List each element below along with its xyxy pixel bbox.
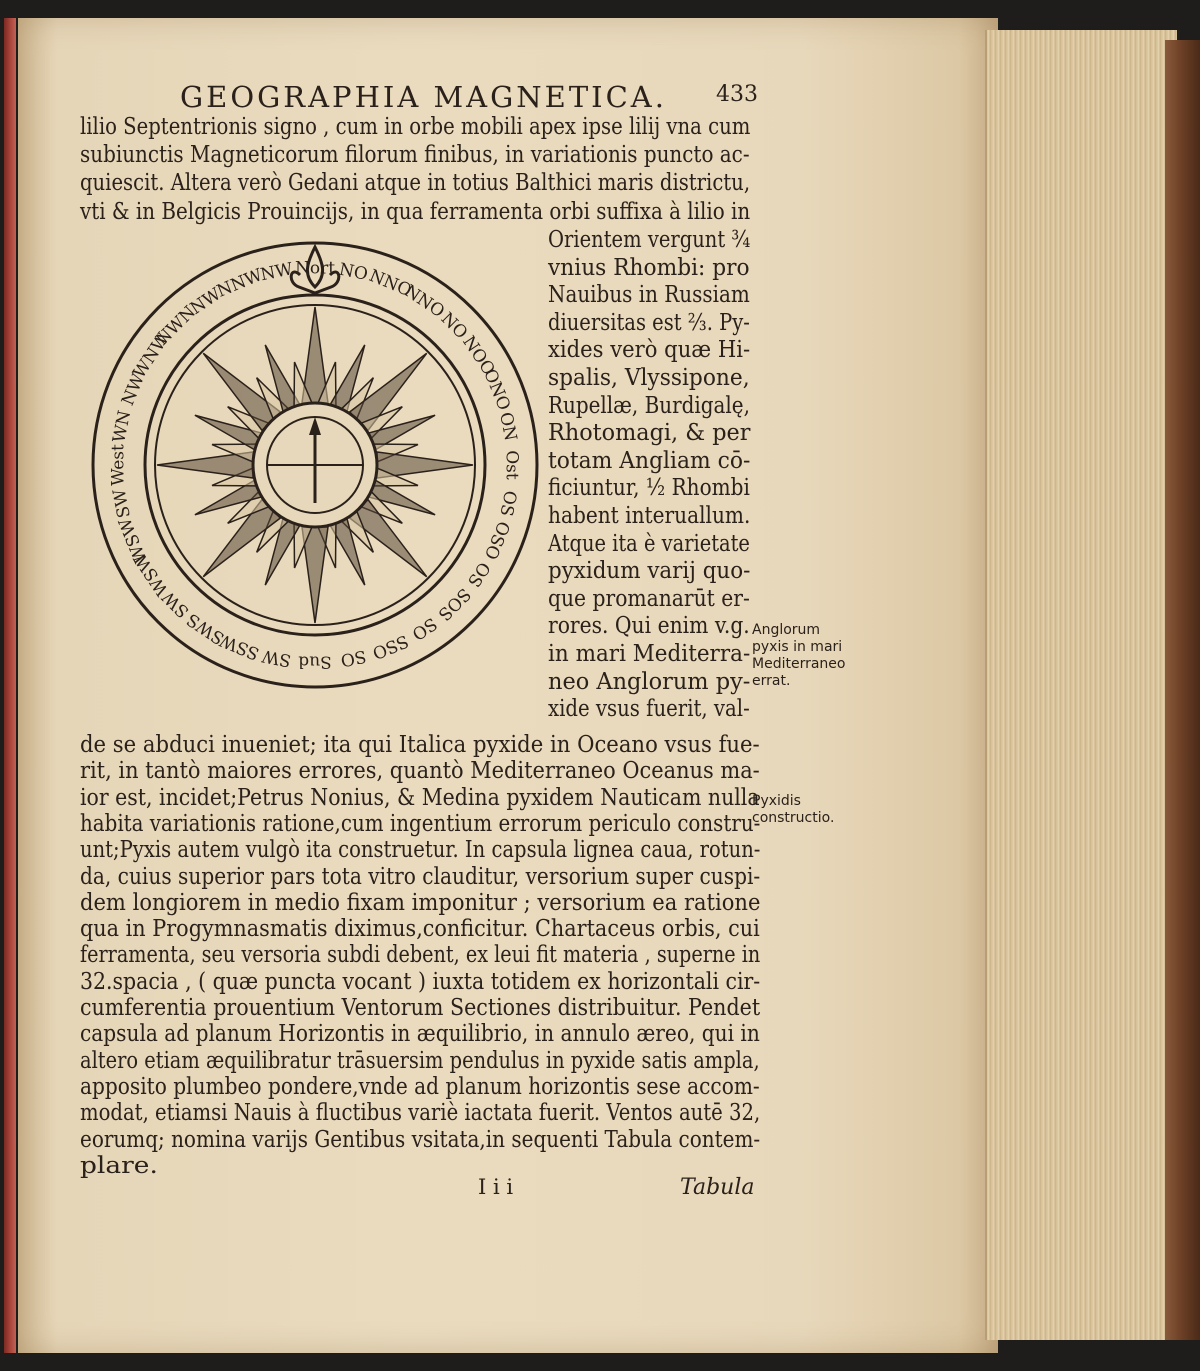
signature-mark: I i i [478,1175,514,1199]
compass-label: SWS [183,608,229,649]
text-line: neo Anglorum py- [548,668,751,695]
text-line: 32.spacia , ( quæ puncta vocant ) iuxta totidem ex horizontali cir- [80,968,761,995]
running-head: GEOGRAPHIA MAGNETICA. [180,80,667,114]
text-line: Rhotomagi, & per [548,420,751,447]
text-line: Rupellæ, Burdigalę, [548,392,750,419]
text-line: vnius Rhombi: pro [548,254,750,281]
text-line: Nauibus in Russiam [548,282,750,309]
compass-label: SW [260,645,293,671]
text-line: Atque ita è varietate [548,530,750,557]
text-line: unt;Pyxis autem vulgò ita construetur. In capsula lignea caua, rotun- [80,837,761,864]
text-line: subiunctis Magneticorum filorum finibus, in variationis puncto ac- [80,142,750,169]
compass-label: SO [338,645,368,671]
compass-label: ON [495,410,521,443]
compass-label: NO [337,259,370,285]
text-line: rit, in tantò maiores errores, quantò Mediterraneo Oceanus ma- [80,758,760,785]
text-line: cumferentia prouentium Ventorum Sectiones distribuitur. Pendet [80,995,761,1021]
compass-label: WN [109,408,136,445]
compass-label: Sud [298,651,332,672]
text-line: spalis, Vlyssipone, [548,365,750,391]
compass-label: WSW [115,514,152,566]
text-line: altero etiam æquilibratur trāsuersim pendulus in pyxide satis ampla, [80,1047,760,1074]
margin-note-pyxidis: Pyxidis constructio. [752,793,835,826]
compass-label: SW [158,586,194,622]
text-line: que promanarūt er- [548,585,750,612]
text-line: qua in Progymnasmatis diximus,conficitur. Chartaceus orbis, cui [80,916,760,943]
compass-label: NNW [214,265,266,302]
compass-label: NWN [152,302,200,350]
compass-label: NNO [400,281,448,323]
text-line: apposito plumbeo pondere,vnde ad planum horizontis sese accom- [80,1073,760,1100]
text-line: da, cuius superior pars tota vitro clauditur, versorium super cuspi- [80,863,761,890]
compass-label: NW [186,284,225,319]
compass-label: WNW [129,329,174,383]
compass-label: West [108,444,129,486]
compass-label: WSW [130,549,173,600]
text-line: quiescit. Altera verò Gedani atque in totius Balthici maris districtu, [80,170,751,197]
compass-label: NO [436,308,472,344]
text-line: xide vsus fuerit, val- [548,696,750,723]
compass-label: SSO [369,630,412,663]
text-line: habent interuallum. [548,503,751,529]
book-cover-edge [1165,40,1200,1340]
text-line: ior est, incidet;Petrus Nonius, & Medina pyxidem Nauticam nulla [80,784,760,811]
text-line: capsula ad planum Horizontis in æquilibrio, in annulo æreo, qui in [80,1021,760,1048]
text-line: ficiuntur, ½ Rhombi [548,475,750,502]
compass-label: NOO [458,332,499,380]
text-line: habita variationis ratione,cum ingentium errorum periculo constru- [80,810,761,837]
text-line: rores. Qui enim v.g. [548,613,750,640]
text-line: Orientem vergunt ¾ [548,227,751,253]
compass-rose-woodcut [85,235,545,695]
compass-label: NW [258,259,295,286]
text-line: dem longiorem in medio fixam imponitur ; versorium ea ratione [80,889,761,916]
text-line: diuersitas est ⅔. Py- [548,309,750,336]
compass-label: Nort [294,258,336,279]
compass-label: SSW [217,629,263,664]
text-line: de se abduci inueniet; ita qui Italica pyxide in Oceano vsus fue- [80,732,760,758]
compass-label: SO [407,612,441,644]
text-line: eorumq; nomina varijs Gentibus vsitata,in sequenti Tabula contem- [80,1126,761,1153]
text-line: xides verò quæ Hi- [548,337,751,364]
compass-label: SW [109,487,135,520]
text-line: modat, etiamsi Nauis à fluctibus variè iactata fuerit. Ventos autē 32, [80,1100,761,1127]
text-line: ferramenta, seu versoria subdi debent, ex leui fit materia , superne in [80,942,761,969]
page-fore-edges [985,30,1177,1340]
text-line: in mari Mediterra- [548,641,751,667]
compass-label: SOS [433,583,475,625]
page-number: 433 [716,82,758,107]
text-line: lilio Septentrionis signo , cum in orbe mobili apex ipse lilij vna cum [80,114,751,140]
text-line: plare. [80,1152,158,1179]
compass-label: ONO [479,366,514,414]
compass-label: OSO [479,518,514,563]
catchword: Tabula [680,1175,755,1200]
compass-label: NNO [366,265,415,302]
margin-note-anglorum: Anglorum pyxis in mari Mediterraneo errat. [752,622,846,689]
compass-label: OS [495,488,521,518]
text-line: vti & in Belgicis Prouincijs, in qua ferramenta orbi suffixa à lilio in [80,198,751,225]
compass-label: Ost [501,450,522,480]
text-line: pyxidum varij quo- [548,558,751,585]
book-spine-edge [4,18,16,1353]
text-line: totam Angliam cō- [548,447,751,474]
compass-label: OS [462,557,494,591]
compass-label: NW [118,371,149,409]
